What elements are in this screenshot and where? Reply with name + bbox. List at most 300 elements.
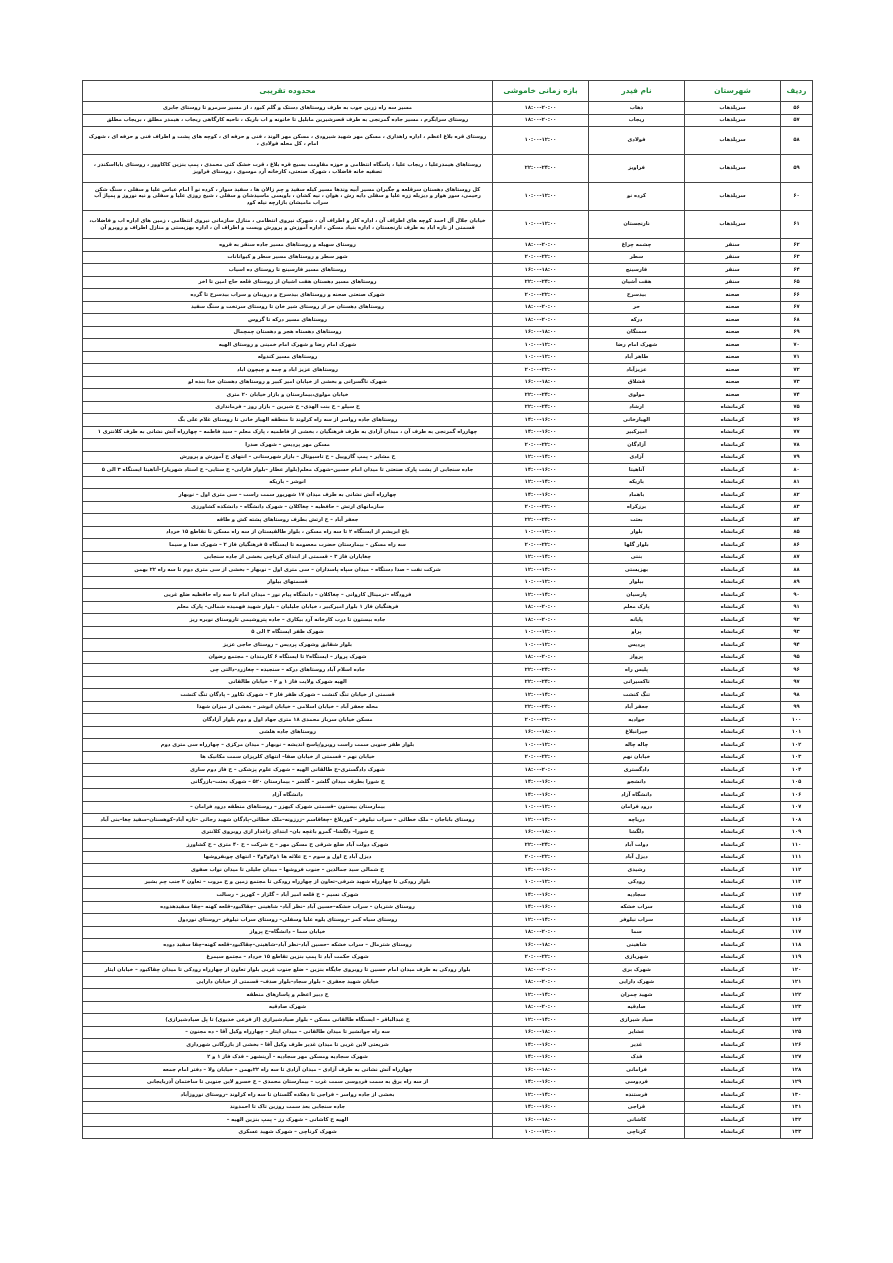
- cell-city: صحنه: [685, 339, 781, 352]
- cell-row-number: ۵۸: [781, 127, 813, 155]
- cell-city: سنقر: [685, 251, 781, 264]
- cell-row-number: ۸۸: [781, 564, 813, 577]
- cell-area: روستای باباجان – ملک خطائی – سراب نیلوفر – کوریلاغ –چغاقاسم –زرزونه–ملک خطائی–پادگان شهید رجائی –تازه آباد–کوهسنان–سفید چغا–بنی آباد: [83, 814, 493, 827]
- cell-area: روستای قره بلاغ اعظم ، اداره راهداری ، مسکن مهر شهید شیرودی ، مسکن مهر الوند ، فنی و حرفه ای ، کوچه های پشت و اطراف فنی و حرفه ای ، شهرک امام ، کل محله فولادی ،: [83, 127, 493, 155]
- cell-city: کرمانشاه: [685, 1051, 781, 1064]
- cell-time: ۲۰:۰۰-۲۲:۰۰: [493, 439, 589, 452]
- cell-time: ۱۲:۰۰-۱۴:۰۰: [493, 551, 589, 564]
- cell-area: چهارراه گمرنجی به طرف آن ، میدان آزادی به طرف فرهنگیان ، بخشی از فاطمیه ، پارک معلم – سید فاطمه – چهارراه آتش نشانی به طرف کلانتری ۱: [83, 426, 493, 439]
- cell-feeder: سمنگان: [589, 326, 685, 339]
- cell-row-number: ۹۲: [781, 614, 813, 627]
- cell-row-number: ۱۰۲: [781, 739, 813, 752]
- cell-city: سرپلذهاب: [685, 102, 781, 115]
- cell-row-number: ۱۱۱: [781, 851, 813, 864]
- cell-area: بلوار رودکی تا چهارراه شهید شرفی–تعاون از چهارراه رودکی تا مجتمع زمین و خ مروت – تعاون ۲ جنب چم بشیر: [83, 876, 493, 889]
- cell-time: ۲۰:۰۰-۲۲:۰۰: [493, 751, 589, 764]
- cell-time: ۲۲:۰۰-۲۴:۰۰: [493, 664, 589, 677]
- table-row: [83, 211, 813, 239]
- cell-area: چغایاران فاز ۳ – قسمتی از ابتدای کرناچی بخشی از جاده سنجابی: [83, 551, 493, 564]
- cell-row-number: ۱۲۰: [781, 964, 813, 977]
- table-row: [83, 764, 813, 777]
- table-row: [83, 689, 813, 702]
- cell-city: کرمانشاه: [685, 839, 781, 852]
- cell-city: کرمانشاه: [685, 701, 781, 714]
- cell-area: روستاهای مسیر کندوله: [83, 351, 493, 364]
- cell-row-number: ۱۳۰: [781, 1089, 813, 1102]
- cell-row-number: ۱۰۵: [781, 776, 813, 789]
- outage-table: [82, 80, 813, 1139]
- table-row: [83, 651, 813, 664]
- cell-city: کرمانشاه: [685, 439, 781, 452]
- cell-area: خ شورا بطرف میدان گلشر – گلشر – بیمارستان ۵۲۰ – شهرک بعثت–بازرگانی: [83, 776, 493, 789]
- cell-area: فرهنگیان فاز ۱ بلوار امیرکبیر ، خیابان جلیلیان – بلوار شهید فهمیده شمالی– پارک معلم: [83, 601, 493, 614]
- cell-row-number: ۱۱۶: [781, 914, 813, 927]
- cell-feeder: سراب خشکه: [589, 901, 685, 914]
- cell-row-number: ۸۰: [781, 464, 813, 477]
- cell-area: شهرک حکمت آباد تا پمپ بنزین تقاطع ۱۵ خرداد – مجتمع سیمرغ: [83, 951, 493, 964]
- cell-time: ۱۴:۰۰-۱۶:۰۰: [493, 789, 589, 802]
- cell-row-number: ۷۷: [781, 426, 813, 439]
- cell-city: کرمانشاه: [685, 776, 781, 789]
- cell-time: ۲۲:۰۰-۲۴:۰۰: [493, 514, 589, 527]
- cell-feeder: ذهاب: [589, 102, 685, 115]
- cell-city: کرمانشاه: [685, 564, 781, 577]
- cell-feeder: درود فرامان: [589, 801, 685, 814]
- cell-area: خیابان سما – دانشگاه–خ پرواز: [83, 926, 493, 939]
- cell-row-number: ۱۲۵: [781, 1026, 813, 1039]
- cell-time: ۱۲:۰۰-۱۴:۰۰: [493, 1089, 589, 1102]
- cell-row-number: ۸۵: [781, 526, 813, 539]
- table-row: [83, 776, 813, 789]
- cell-time: ۱۶:۰۰-۱۸:۰۰: [493, 939, 589, 952]
- cell-time: ۱۰:۰۰-۱۲:۰۰: [493, 351, 589, 364]
- cell-time: ۲۰:۰۰-۲۲:۰۰: [493, 289, 589, 302]
- table-row: [83, 914, 813, 927]
- cell-area: روستای سیاه کمر –روستای یلوه علیا وسفلی– روستای سراب نیلوفر –روستای نوردول: [83, 914, 493, 927]
- table-row: [83, 1089, 813, 1102]
- table-row: [83, 1076, 813, 1089]
- cell-city: کرمانشاه: [685, 414, 781, 427]
- cell-feeder: دلگشا: [589, 826, 685, 839]
- cell-row-number: ۶۹: [781, 326, 813, 339]
- cell-row-number: ۷۲: [781, 364, 813, 377]
- cell-area: دانشگاه آزاد: [83, 789, 493, 802]
- cell-city: صحنه: [685, 364, 781, 377]
- table-row: [83, 751, 813, 764]
- cell-feeder: پلیس راه: [589, 664, 685, 677]
- table-row: [83, 501, 813, 514]
- cell-city: کرمانشاه: [685, 451, 781, 464]
- cell-area: شهرک امام رضا و شهرک امام خمینی و روستای الهیه: [83, 339, 493, 352]
- cell-row-number: ۶۱: [781, 211, 813, 239]
- cell-time: ۱۲:۰۰-۱۴:۰۰: [493, 589, 589, 602]
- cell-area: خیابان نهم – قسمتی از خیابان صفا– انتهای کلرپزان سمت مکانیک ها: [83, 751, 493, 764]
- cell-row-number: ۹۱: [781, 601, 813, 614]
- cell-feeder: بیلوار: [589, 576, 685, 589]
- table-row: [83, 1114, 813, 1127]
- cell-area: روستاهای دهستان حر از روستای شیر خان تا روستای سرتخت و سنگ سفید: [83, 301, 493, 314]
- cell-area: روستاهای جاده هلشی: [83, 726, 493, 739]
- cell-time: ۱۲:۰۰-۱۴:۰۰: [493, 451, 589, 464]
- cell-city: کرمانشاه: [685, 876, 781, 889]
- cell-area: شهرک دادگستری–خ طالقانی الهیه – شهرک علوم پزشکی – خ فاز دوم ساری: [83, 764, 493, 777]
- cell-row-number: ۱۱۷: [781, 926, 813, 939]
- cell-row-number: ۱۰۴: [781, 764, 813, 777]
- table-row: [83, 401, 813, 414]
- cell-time: ۱۰:۰۰-۱۲:۰۰: [493, 127, 589, 155]
- cell-area: شهرک نسیم – خ قلعه امیر آباد – گلزار – کهریز – رسالت: [83, 889, 493, 902]
- cell-city: سرپلذهاب: [685, 183, 781, 211]
- cell-feeder: شهرک بری: [589, 964, 685, 977]
- cell-time: ۱۲:۰۰-۱۴:۰۰: [493, 564, 589, 577]
- cell-row-number: ۹۵: [781, 651, 813, 664]
- cell-time: ۱۶:۰۰-۱۸:۰۰: [493, 1026, 589, 1039]
- cell-area: شهرک دولت آباد ضلع شرقی خ مسکن مهر – خ شرکت – خ ۴۰ متری – خ کشاورز: [83, 839, 493, 852]
- cell-city: صحنه: [685, 326, 781, 339]
- cell-time: ۲۲:۰۰-۲۴:۰۰: [493, 701, 589, 714]
- table-row: [83, 801, 813, 814]
- cell-time: ۱۸:۰۰-۲۰:۰۰: [493, 976, 589, 989]
- table-row: [83, 301, 813, 314]
- cell-city: صحنه: [685, 314, 781, 327]
- cell-city: کرمانشاه: [685, 1114, 781, 1127]
- cell-city: کرمانشاه: [685, 914, 781, 927]
- cell-row-number: ۵۹: [781, 155, 813, 183]
- cell-time: ۱۰:۰۰-۱۲:۰۰: [493, 801, 589, 814]
- cell-feeder: مولوی: [589, 389, 685, 402]
- cell-feeder: جعفر آباد: [589, 701, 685, 714]
- table-row: [83, 239, 813, 252]
- cell-feeder: فردوسی: [589, 1076, 685, 1089]
- cell-area: خیابان جلال آل احمد کوچه های اطراف آن ، اداره کار و اطراف آن ، شهرک نیروی انتظامی ، منازل سازمانی نیروی انتظامی ، زمین های اداره اب و فاضلاب، قسمتی از نازه اباد به طرف نارنجستان ، اداره بنیاد مسکن ، اداره آموزش و پرورش ویست و اطراف آن ، اداره بهزیستی و منازل اطراف و روبرو آن: [83, 211, 493, 239]
- cell-time: ۱۲:۰۰-۱۴:۰۰: [493, 814, 589, 827]
- cell-time: ۱۴:۰۰-۱۶:۰۰: [493, 489, 589, 502]
- cell-feeder: سما: [589, 926, 685, 939]
- cell-city: کرمانشاه: [685, 926, 781, 939]
- cell-row-number: ۱۱۵: [781, 901, 813, 914]
- cell-city: کرمانشاه: [685, 639, 781, 652]
- cell-area: قسمتی از خیابان تنگ کنشت – شهرک ظفر فاز ۳ – شهرک تکاور – پادگان تنگ کنشت: [83, 689, 493, 702]
- cell-area: چهارراه آتش نشانی به طرف آزادی – میدان آزادی تا سه راه ۲۲بهمن – خیابان ولا – دفتر امام جمعه: [83, 1064, 493, 1077]
- cell-city: کرمانشاه: [685, 614, 781, 627]
- cell-city: کرمانشاه: [685, 826, 781, 839]
- cell-time: ۱۰:۰۰-۱۲:۰۰: [493, 183, 589, 211]
- table-row: [83, 339, 813, 352]
- cell-area: محله جعفر آباد – خیابان اسلامی – خیابان انوشر – بخشی از میزان شهدا: [83, 701, 493, 714]
- cell-row-number: ۹۶: [781, 664, 813, 677]
- cell-feeder: فرستنده: [589, 1089, 685, 1102]
- cell-city: کرمانشاه: [685, 976, 781, 989]
- cell-area: دیزل آباد خ اول و سوم – خ علائه ها ۱و۲و۳و۴ – انتهای چوبفروشها: [83, 851, 493, 864]
- table-row: [83, 676, 813, 689]
- cell-area: بیمارستان بیستون –قسمتی شهرک کیهزر – روستاهای منطقه درود فرامان –: [83, 801, 493, 814]
- cell-feeder: درکه: [589, 314, 685, 327]
- table-row: [83, 701, 813, 714]
- table-row: [83, 889, 813, 902]
- cell-city: کرمانشاه: [685, 401, 781, 414]
- cell-row-number: ۶۵: [781, 276, 813, 289]
- cell-row-number: ۱۲۲: [781, 989, 813, 1002]
- table-row: [83, 102, 813, 115]
- cell-time: ۲۲:۰۰-۲۴:۰۰: [493, 839, 589, 852]
- cell-area: شهرک ظفر ایستگاه ۳ الی ۵: [83, 626, 493, 639]
- cell-row-number: ۱۱۰: [781, 839, 813, 852]
- cell-area: خ سیلو – خ بنت الهدی– خ شیرین – بازار روز – فرمانداری: [83, 401, 493, 414]
- table-row: [83, 251, 813, 264]
- cell-city: کرمانشاه: [685, 651, 781, 664]
- cell-area: شهرک پرواز – ایستگاه۲ تا ایستگاه ۶ کارمندان – مجتمع رضوان: [83, 651, 493, 664]
- table-row: [83, 926, 813, 939]
- cell-city: کرمانشاه: [685, 489, 781, 502]
- cell-city: کرمانشاه: [685, 501, 781, 514]
- cell-row-number: ۷۳: [781, 376, 813, 389]
- cell-row-number: ۱۲۶: [781, 1039, 813, 1052]
- cell-feeder: بهزیستی: [589, 564, 685, 577]
- cell-feeder: کرناچی: [589, 1126, 685, 1139]
- cell-feeder: صیاد شیرازی: [589, 1014, 685, 1027]
- cell-city: صحنه: [685, 351, 781, 364]
- cell-area: شریعتی لاین غربی تا میدان غدیر طرف وکیل آقا – بخشی از بازرگانی شهرداری: [83, 1039, 493, 1052]
- cell-time: ۲۲:۰۰-۲۴:۰۰: [493, 401, 589, 414]
- cell-feeder: فراویز: [589, 155, 685, 183]
- cell-time: ۱۸:۰۰-۲۰:۰۰: [493, 601, 589, 614]
- cell-time: ۱۸:۰۰-۲۰:۰۰: [493, 1001, 589, 1014]
- cell-row-number: ۷۸: [781, 439, 813, 452]
- cell-time: ۱۸:۰۰-۲۰:۰۰: [493, 114, 589, 127]
- cell-time: ۲۰:۰۰-۲۲:۰۰: [493, 951, 589, 964]
- cell-row-number: ۷۰: [781, 339, 813, 352]
- header-time: بازه زمانی خاموشی: [493, 81, 589, 102]
- cell-area: خ شورا– دلگشا– گمرو باغچه بان– ابتدای زاغدار ازی روبروی کلانتری: [83, 826, 493, 839]
- table-row: [83, 626, 813, 639]
- cell-area: شهرک صنعتی صحنه و روستاهای بیدسرخ و دروینان و سراب بیدسرخ تا گرده: [83, 289, 493, 302]
- cell-feeder: هفت آشیان: [589, 276, 685, 289]
- cell-row-number: ۱۳۲: [781, 1114, 813, 1127]
- table-row: [83, 264, 813, 277]
- cell-city: کرمانشاه: [685, 626, 781, 639]
- table-row: [83, 183, 813, 211]
- cell-city: کرمانشاه: [685, 1126, 781, 1139]
- cell-feeder: پایانه: [589, 614, 685, 627]
- cell-area: الهیه خ کاشانی – شهرک رز – پمپ بنزین الهیه –: [83, 1114, 493, 1127]
- cell-time: ۱۶:۰۰-۱۸:۰۰: [493, 826, 589, 839]
- table-row: [83, 551, 813, 564]
- cell-city: کرمانشاه: [685, 551, 781, 564]
- table-row: [83, 464, 813, 477]
- cell-area: جاده بیستون تا درب کارخانه آرد بیکاری – جاده پتروشیمی تاروستای نوبره ریز: [83, 614, 493, 627]
- cell-city: کرمانشاه: [685, 714, 781, 727]
- cell-time: ۲۰:۰۰-۲۲:۰۰: [493, 364, 589, 377]
- cell-row-number: ۸۷: [781, 551, 813, 564]
- cell-feeder: بیدسرخ: [589, 289, 685, 302]
- cell-area: شرکت نفت – صدا دستگاه – میدان سپاه پاسداران – سی متری اول – نوبهار – بخشی از سی متری دوم تا سه راه ۲۲ بهمن: [83, 564, 493, 577]
- table-row: [83, 539, 813, 552]
- cell-feeder: آزادگان: [589, 439, 685, 452]
- cell-feeder: الهیارخانی: [589, 414, 685, 427]
- cell-city: کرمانشاه: [685, 1076, 781, 1089]
- header-city: شهرستان: [685, 81, 781, 102]
- cell-row-number: ۸۴: [781, 514, 813, 527]
- cell-city: صحنه: [685, 301, 781, 314]
- cell-time: ۲۲:۰۰-۲۴:۰۰: [493, 276, 589, 289]
- cell-area: کل روستاهای دهستان سرقلعه و جگیران مسیر آبیه وندها مسیر کیله سفید و چم زالان ها ، سفید سوار ، کرده نو آ امام عباس علیا و سفلی ، سنگ شکن رحیمی، سور هوار و دیزیله زره علیا و سفلی دایه رش ، هوان ، نیه کشان ، باویسی ماسیدشان و سفلی ، شیخ روزی علیا و سفلی و نیه نوروز و پمپاژ آب سراب مامیشان بازارچه نیله کود: [83, 183, 493, 211]
- cell-time: ۱۶:۰۰-۱۸:۰۰: [493, 326, 589, 339]
- cell-area: جعفر آباد – خ ارتش بطرف روستاهای پشته کش و طاقه: [83, 514, 493, 527]
- cell-city: کرمانشاه: [685, 1101, 781, 1114]
- cell-time: ۱۴:۰۰-۱۶:۰۰: [493, 864, 589, 877]
- cell-feeder: دانشجو: [589, 776, 685, 789]
- table-row: [83, 289, 813, 302]
- cell-time: ۱۸:۰۰-۲۰:۰۰: [493, 764, 589, 777]
- cell-time: ۲۰:۰۰-۲۲:۰۰: [493, 714, 589, 727]
- cell-city: سرپلذهاب: [685, 155, 781, 183]
- cell-time: ۱۸:۰۰-۲۰:۰۰: [493, 102, 589, 115]
- table-row: [83, 739, 813, 752]
- cell-row-number: ۸۶: [781, 539, 813, 552]
- cell-row-number: ۸۳: [781, 501, 813, 514]
- cell-feeder: امیرکبیر: [589, 426, 685, 439]
- cell-feeder: حر: [589, 301, 685, 314]
- cell-row-number: ۱۱۴: [781, 889, 813, 902]
- cell-city: کرمانشاه: [685, 814, 781, 827]
- cell-time: ۲۲:۰۰-۲۴:۰۰: [493, 676, 589, 689]
- cell-area: روستاهای هیمدرعلیا ، ریجاب علیا ، پاسگاه انتظامی و حوزه مقاومت بسیج قره بلاغ ، قرت خشک کنی محمدی ، پمپ بنزین کاکاوور ، روستای بابااسکندر ، تصفیه خانه فاضلاب ، شهرک صنعتی، کارخانه آرد موسوی ، روستای فراویز: [83, 155, 493, 183]
- cell-row-number: ۱۲۱: [781, 976, 813, 989]
- table-row: [83, 476, 813, 489]
- cell-feeder: طاهر آباد: [589, 351, 685, 364]
- cell-city: کرمانشاه: [685, 1026, 781, 1039]
- table-row: [83, 514, 813, 527]
- cell-time: ۱۲:۰۰-۱۴:۰۰: [493, 689, 589, 702]
- cell-city: سرپلذهاب: [685, 127, 781, 155]
- cell-city: کرمانشاه: [685, 726, 781, 739]
- cell-feeder: عزیزآباد: [589, 364, 685, 377]
- table-row: [83, 589, 813, 602]
- cell-area: سازمانهای ارتش – حافظیه – چغاکلان – شهرک دانشگاه – دانشکده کشاورزی: [83, 501, 493, 514]
- cell-city: صحنه: [685, 376, 781, 389]
- cell-row-number: ۷۹: [781, 451, 813, 464]
- cell-feeder: آناهیتا: [589, 464, 685, 477]
- table-row: [83, 576, 813, 589]
- cell-row-number: ۱۱۳: [781, 876, 813, 889]
- cell-city: کرمانشاه: [685, 539, 781, 552]
- table-row: [83, 364, 813, 377]
- table-row: [83, 901, 813, 914]
- cell-area: روستاهای جاده رواسر از سه راه کرلوند تا منطقه الهیار خانی تا روستای غلام علی بگ: [83, 414, 493, 427]
- table-row: [83, 1026, 813, 1039]
- cell-row-number: ۱۰۱: [781, 726, 813, 739]
- cell-row-number: ۷۴: [781, 389, 813, 402]
- cell-feeder: چشمه چراغ: [589, 239, 685, 252]
- cell-area: چهارراه آتش نشانی به طرف میدان ۱۷ شهریور سمت راست – سی متری اول – نوبهار: [83, 489, 493, 502]
- cell-city: کرمانشاه: [685, 426, 781, 439]
- cell-time: ۱۰:۰۰-۱۲:۰۰: [493, 739, 589, 752]
- table-row: [83, 989, 813, 1002]
- table-row: [83, 1064, 813, 1077]
- cell-city: کرمانشاه: [685, 1014, 781, 1027]
- cell-time: ۲۰:۰۰-۲۲:۰۰: [493, 501, 589, 514]
- cell-time: ۱۶:۰۰-۱۸:۰۰: [493, 264, 589, 277]
- table-row: [83, 789, 813, 802]
- cell-area: خیابان شهید جعفری – بلوار سجاد–بلوار صدف– قسمتی از خیابان دارایی: [83, 976, 493, 989]
- table-row: [83, 114, 813, 127]
- cell-row-number: ۷۶: [781, 414, 813, 427]
- cell-city: صحنه: [685, 289, 781, 302]
- cell-feeder: فارسینج: [589, 264, 685, 277]
- table-row: [83, 351, 813, 364]
- cell-row-number: ۹۷: [781, 676, 813, 689]
- cell-row-number: ۱۰۰: [781, 714, 813, 727]
- cell-time: ۲۰:۰۰-۲۲:۰۰: [493, 251, 589, 264]
- cell-row-number: ۸۱: [781, 476, 813, 489]
- cell-feeder: آزادی: [589, 451, 685, 464]
- cell-area: خیابان مولوی،بیمارستان و بازار خیابان ۲۰ متری: [83, 389, 493, 402]
- cell-area: جاده اسلام آباد روستاهای درکه – سنجیده – چغازرد–دالتی چی: [83, 664, 493, 677]
- table-row: [83, 439, 813, 452]
- cell-row-number: ۶۷: [781, 301, 813, 314]
- cell-city: کرمانشاه: [685, 1064, 781, 1077]
- cell-time: ۱۲:۰۰-۱۴:۰۰: [493, 1014, 589, 1027]
- cell-row-number: ۱۲۴: [781, 1014, 813, 1027]
- table-row: [83, 976, 813, 989]
- table-row: [83, 639, 813, 652]
- cell-feeder: فرامانی: [589, 1064, 685, 1077]
- cell-time: ۱۰:۰۰-۱۲:۰۰: [493, 639, 589, 652]
- cell-city: کرمانشاه: [685, 964, 781, 977]
- cell-area: شهرک کرناچی – شهرک شهید عسکری: [83, 1126, 493, 1139]
- cell-area: از سه راه برق به سمت فردوسی سمت غرب – بیمارستان محمدی – خ خسرو لاین جنوبی تا ساختمان آذربایجانی: [83, 1076, 493, 1089]
- cell-feeder: شهرک امام رضا: [589, 339, 685, 352]
- cell-feeder: فدک: [589, 1051, 685, 1064]
- cell-feeder: ریجاب: [589, 114, 685, 127]
- cell-area: روستای سرابگرم ، مسیر جاده گمرنجی به طرف قصرشیرین مابلیل تا خانونه و اب باریک ، ناحیه کارگاهی ریجاب ، هیمدر مطلق ، بریجاب مطلق: [83, 114, 493, 127]
- header-feeder: نام فیدر: [589, 81, 685, 102]
- cell-feeder: کرده نو: [589, 183, 685, 211]
- table-row: [83, 489, 813, 502]
- cell-time: ۱۸:۰۰-۲۰:۰۰: [493, 239, 589, 252]
- cell-row-number: ۵۷: [781, 114, 813, 127]
- cell-feeder: تنگ کنشت: [589, 689, 685, 702]
- cell-time: ۱۴:۰۰-۱۶:۰۰: [493, 889, 589, 902]
- cell-city: کرمانشاه: [685, 764, 781, 777]
- table-row: [83, 1101, 813, 1114]
- cell-area: باغ ابریشم از ایستگاه ۲ تا سه راه مسکن ، بلوار طالقیستان از سه راه مسکن تا تقاطع ۱۵ خرداد: [83, 526, 493, 539]
- table-row: [83, 851, 813, 864]
- cell-feeder: شاهینی: [589, 939, 685, 952]
- cell-time: ۱۰:۰۰-۱۲:۰۰: [493, 1126, 589, 1139]
- cell-row-number: ۱۲۳: [781, 1001, 813, 1014]
- cell-time: ۱۴:۰۰-۱۶:۰۰: [493, 1076, 589, 1089]
- cell-area: روستای شتربان – سراب خشکه–حسین آباد –نظر آباد– شاهینی –چقاکبود–قلعه کهنه –چقا سفیدهدوده: [83, 901, 493, 914]
- cell-time: ۱۴:۰۰-۱۶:۰۰: [493, 1101, 589, 1114]
- cell-city: کرمانشاه: [685, 526, 781, 539]
- cell-feeder: پارک معلم: [589, 601, 685, 614]
- cell-feeder: دادگستری: [589, 764, 685, 777]
- cell-area: خ عبدالباقر – ایستگاه طالقانی مسکن – بلوار صیادشیرازی (از فرعی خدیوی) تا پل صیادشیرازی): [83, 1014, 493, 1027]
- table-row: [83, 426, 813, 439]
- table-row: [83, 155, 813, 183]
- table-row: [83, 839, 813, 852]
- cell-row-number: ۶۳: [781, 251, 813, 264]
- cell-feeder: باریکه: [589, 476, 685, 489]
- cell-feeder: غدیر: [589, 1039, 685, 1052]
- cell-area: خ مشایر – پمپ گازوییل – خ تاسیوتال – بازار شهرستانی – انتهای خ آموزش و پرورش: [83, 451, 493, 464]
- cell-feeder: نارنجستان: [589, 211, 685, 239]
- cell-city: کرمانشاه: [685, 689, 781, 702]
- cell-row-number: ۹۸: [781, 689, 813, 702]
- cell-city: کرمانشاه: [685, 601, 781, 614]
- cell-row-number: ۶۶: [781, 289, 813, 302]
